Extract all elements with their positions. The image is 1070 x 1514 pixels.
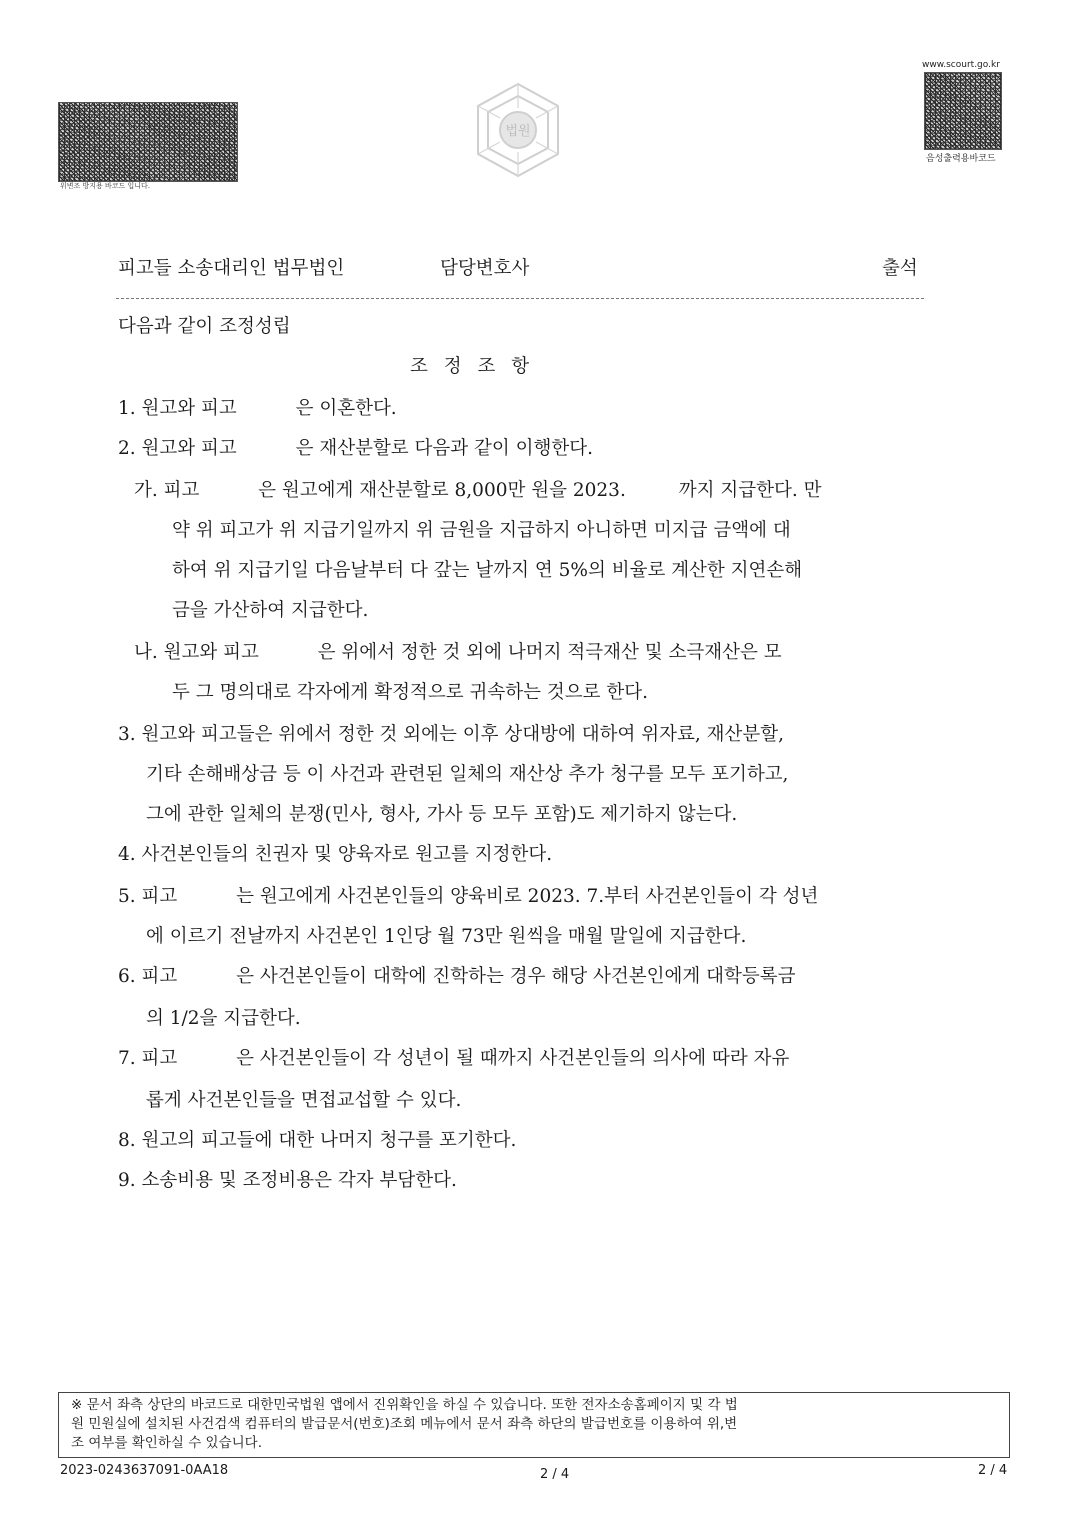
term-line: 8. 원고의 피고들에 대한 나머지 청구를 포기한다. [118,1130,517,1151]
barcode-caption: 위변조 방지용 바코드 입니다. [60,182,151,190]
term-line: 롭게 사건본인들을 면접교섭할 수 있다. [146,1090,462,1111]
issue-number: 2023-0243637091-0AA18 [60,1463,229,1478]
term-line: 의 1/2을 지급한다. [146,1008,301,1029]
page-number-center: 2 / 4 [540,1467,570,1482]
term-line: 9. 소송비용 및 조정비용은 각자 부담한다. [118,1170,457,1191]
section-divider [116,298,924,299]
section-title: 조 정 조 항 [410,356,530,377]
term-line: 6. 피고 은 사건본인들이 대학에 진학하는 경우 해당 사건본인에게 대학등록금 [118,966,796,987]
term-line: 7. 피고 은 사건본인들이 각 성년이 될 때까지 사건본인들의 의사에 따라 자유 [118,1048,790,1069]
term-line: 3. 원고와 피고들은 위에서 정한 것 외에는 이후 상대방에 대하여 위자료, 재산분할, [118,724,784,745]
term-line: 4. 사건본인들의 친권자 및 양육자로 원고를 지정한다. [118,844,553,865]
anti-forgery-barcode [58,102,238,182]
term-line: 5. 피고 는 원고에게 사건본인들의 양육비로 2023. 7.부터 사건본인들이 각 성년 [118,886,819,907]
term-line: 에 이르기 전날까지 사건본인 1인당 월 73만 원씩을 매월 말일에 지급한다. [146,926,747,947]
court-seal-text: 법원 [505,124,531,139]
page-number-right: 2 / 4 [978,1463,1008,1478]
site-url: www.scourt.go.kr [922,60,1000,70]
court-seal-icon [466,78,570,182]
verification-notice [58,1392,1010,1458]
intro-text: 다음과 같이 조정성립 [118,316,291,337]
notice-line: ※ 문서 좌측 상단의 바코드로 대한민국법원 앱에서 진위확인을 하실 수 있습니다. 또한 전자소송홈페이지 및 각 법 [71,1397,738,1413]
notice-line: 조 여부를 확인하실 수 있습니다. [71,1435,262,1451]
attendance-label: 피고들 소송대리인 법무법인 [118,258,345,279]
term-line: 기타 손해배상금 등 이 사건과 관련된 일체의 재산상 추가 청구를 모두 포기하고, [146,764,789,785]
term-line: 1. 원고와 피고 은 이혼한다. [118,398,397,419]
term-line: 가. 피고 은 원고에게 재산분할로 8,000만 원을 2023. 까지 지급한다. 만 [134,480,822,501]
term-line: 나. 원고와 피고 은 위에서 정한 것 외에 나머지 적극재산 및 소극재산은 모 [134,642,782,663]
term-line: 두 그 명의대로 각자에게 확정적으로 귀속하는 것으로 한다. [172,682,648,703]
term-line: 그에 관한 일체의 분쟁(민사, 형사, 가사 등 모두 포함)도 제기하지 않는다. [146,804,738,825]
audio-barcode-caption: 음성출력용바코드 [926,154,996,164]
attendance-status: 출석 [882,258,918,279]
term-line: 2. 원고와 피고 은 재산분할로 다음과 같이 이행한다. [118,438,594,459]
attendance-lawyer-label: 담당변호사 [440,258,530,279]
term-line: 약 위 피고가 위 지급기일까지 위 금원을 지급하지 아니하면 미지급 금액에 대 [172,520,791,541]
audio-output-barcode [924,72,1002,150]
term-line: 하여 위 지급기일 다음날부터 다 갚는 날까지 연 5%의 비율로 계산한 지연손해 [172,560,803,581]
notice-line: 원 민원실에 설치된 사건검색 컴퓨터의 발급문서(번호)조회 메뉴에서 문서 좌측 하단의 발급번호를 이용하여 위,변 [71,1416,738,1432]
term-line: 금을 가산하여 지급한다. [172,600,369,621]
